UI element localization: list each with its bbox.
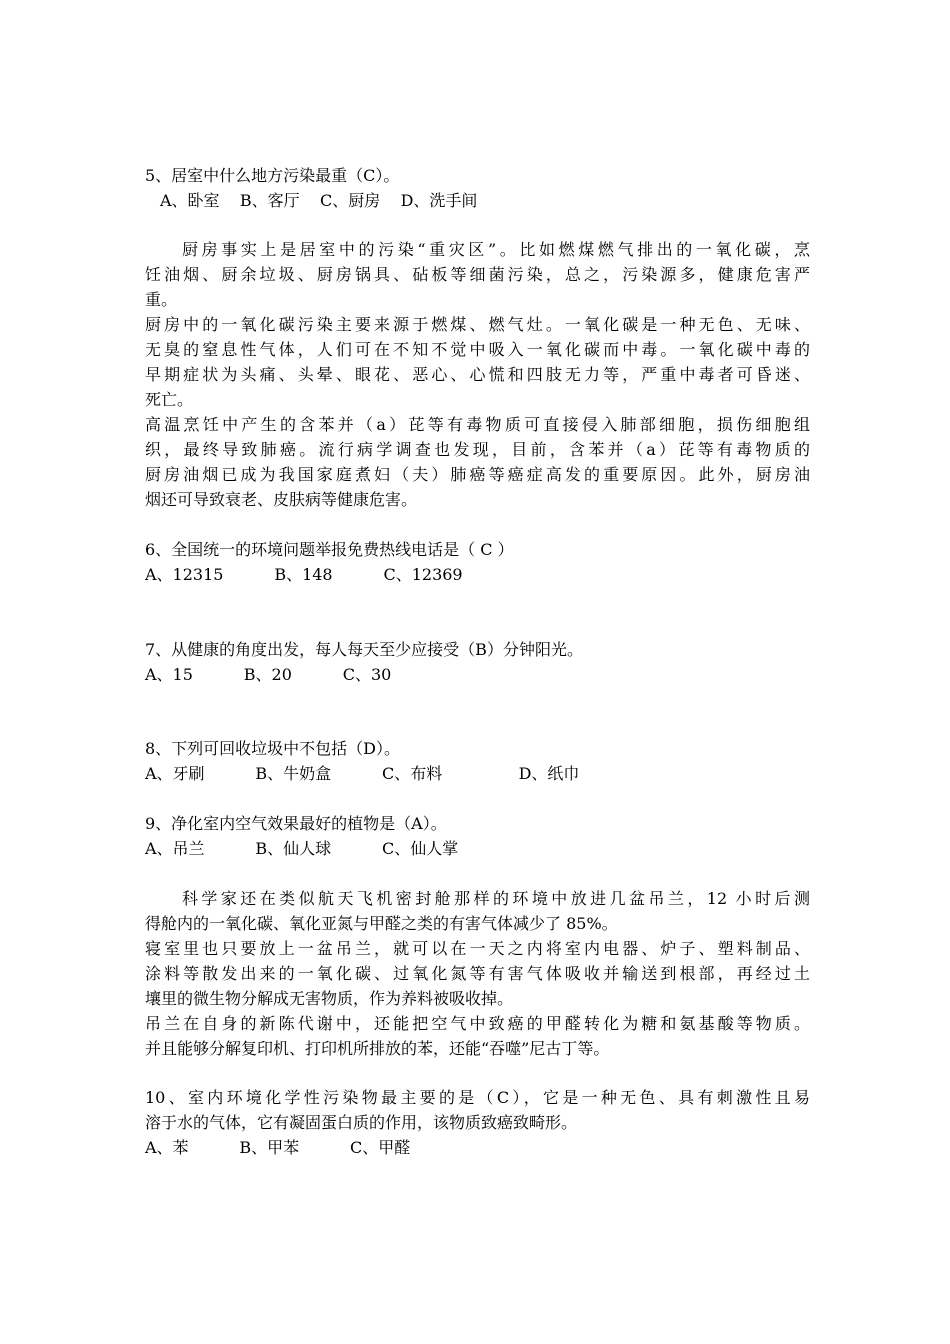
question-9-options: A、吊兰 B、仙人球 C、仙人掌 — [145, 839, 459, 858]
question-10-line: 10、室内环境化学性污染物最主要的是（C），它是一种无色、具有刺激性且易 — [145, 1088, 810, 1107]
q5-explanation-line: 厨房事实上是居室中的污染“重灾区”。比如燃煤燃气排出的一氧化碳，烹 — [182, 240, 810, 259]
q5-explanation-line: 高温烹饪中产生的含苯并（a）芘等有毒物质可直接侵入肺部细胞，损伤细胞组 — [145, 415, 810, 434]
q9-explanation-line: 吊兰在自身的新陈代谢中，还能把空气中致癌的甲醛转化为糖和氨基酸等物质。 — [145, 1014, 810, 1033]
question-7: 7、从健康的角度出发，每人每天至少应接受（B）分钟阳光。 — [145, 640, 583, 659]
question-6: 6、全国统一的环境问题举报免费热线电话是（ C ） — [145, 540, 514, 559]
q9-explanation-line: 涂料等散发出来的一氧化碳、过氧化氮等有害气体吸收并输送到根部，再经过土 — [145, 964, 810, 983]
q5-explanation-line: 厨房中的一氧化碳污染主要来源于燃煤、燃气灶。一氧化碳是一种无色、无味、 — [145, 315, 810, 334]
q9-explanation-line: 并且能够分解复印机、打印机所排放的苯，还能“吞噬”尼古丁等。 — [145, 1039, 610, 1058]
q5-explanation-line: 重。 — [145, 290, 178, 309]
q5-explanation-line: 早期症状为头痛、头晕、眼花、恶心、心慌和四肢无力等，严重中毒者可昏迷、 — [145, 365, 810, 384]
question-10-line: 溶于水的气体，它有凝固蛋白质的作用，该物质致癌致畸形。 — [145, 1113, 578, 1132]
q5-explanation-line: 烟还可导致衰老、皮肤病等健康危害。 — [145, 490, 418, 509]
q9-explanation-line: 壤里的微生物分解成无害物质，作为养料被吸收掉。 — [145, 989, 514, 1008]
question-8-options: A、牙刷 B、牛奶盒 C、布料 D、纸巾 — [145, 764, 580, 783]
q9-explanation-line: 科学家还在类似航天飞机密封舱那样的环境中放进几盆吊兰，12 小时后测 — [182, 889, 810, 908]
question-7-options: A、15 B、20 C、30 — [145, 665, 392, 684]
q9-explanation-line: 寝室里也只要放上一盆吊兰，就可以在一天之内将室内电器、炉子、塑料制品、 — [145, 939, 810, 958]
q5-explanation-line: 厨房油烟已成为我国家庭煮妇（夫）肺癌等癌症高发的重要原因。此外，厨房油 — [145, 465, 810, 484]
q5-explanation-line: 死亡。 — [145, 390, 194, 409]
question-5-options: A、卧室 B、客厅 C、厨房 D、洗手间 — [160, 191, 478, 210]
q5-explanation-line: 织，最终导致肺癌。流行病学调查也发现，目前，含苯并（a）芘等有毒物质的 — [145, 440, 810, 459]
question-5: 5、居室中什么地方污染最重（C）。 — [145, 166, 400, 185]
question-9: 9、净化室内空气效果最好的植物是（A）。 — [145, 814, 447, 833]
question-10-options: A、苯 B、甲苯 C、甲醛 — [145, 1138, 411, 1157]
q9-explanation-line: 得舱内的一氧化碳、氧化亚氮与甲醛之类的有害气体减少了 85%。 — [145, 914, 618, 933]
question-6-options: A、12315 B、148 C、12369 — [145, 565, 463, 584]
q5-explanation-line: 饪油烟、厨余垃圾、厨房锅具、砧板等细菌污染，总之，污染源多，健康危害严 — [145, 265, 810, 284]
question-8: 8、下列可回收垃圾中不包括（D）。 — [145, 739, 401, 758]
q5-explanation-line: 无臭的窒息性气体，人们可在不知不觉中吸入一氧化碳而中毒。一氧化碳中毒的 — [145, 340, 810, 359]
